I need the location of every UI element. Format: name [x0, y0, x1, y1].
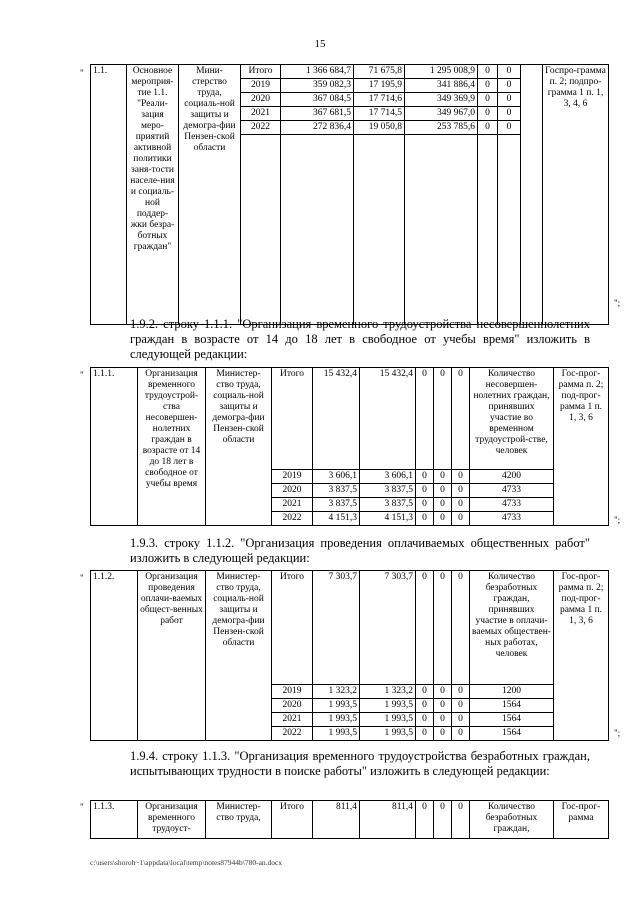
regional-cell: 1 993,5 [360, 727, 416, 741]
period-cell: 2021 [241, 107, 281, 121]
period-cell: 2019 [241, 79, 281, 93]
empty-cell [521, 65, 543, 325]
period-cell: 2021 [272, 498, 313, 512]
empty-cell [498, 135, 521, 325]
zero-cell: 0 [498, 93, 521, 107]
period-cell: 2022 [241, 121, 281, 135]
quote-open-4: " [80, 802, 84, 812]
zero-cell: 0 [452, 727, 470, 741]
total-cell: 272 836,4 [281, 121, 354, 135]
regional-cell: 811,4 [360, 801, 416, 839]
total-cell: 3 837,5 [313, 498, 360, 512]
zero-cell: 0 [434, 368, 452, 470]
zero-cell: 0 [434, 512, 452, 526]
zero-cell: 0 [452, 801, 470, 839]
regional-cell: 4 151,3 [360, 512, 416, 526]
event-name: Организация проведения оплачи-ваемых общест-венных работ [138, 571, 206, 741]
period-cell: Итого [241, 65, 281, 79]
period-cell: Итого [272, 368, 313, 470]
zero-cell: 0 [416, 685, 434, 699]
total-cell: 1 993,5 [313, 713, 360, 727]
executor: Мини-стерство труда, социаль-ной защиты и демогра-фии Пензен-ской области [179, 65, 241, 325]
regional-cell: 71 675,8 [354, 65, 405, 79]
total-cell: 3 606,1 [313, 470, 360, 484]
zero-cell: 0 [416, 498, 434, 512]
total-cell: 1 993,5 [313, 727, 360, 741]
table-row-1-1-3 [90, 800, 609, 839]
regional-cell: 3 837,5 [360, 484, 416, 498]
zero-cell: 0 [434, 685, 452, 699]
federal-cell: 1 295 008,9 [405, 65, 478, 79]
total-cell: 1 993,5 [313, 699, 360, 713]
regional-cell: 1 993,5 [360, 699, 416, 713]
zero-cell: 0 [478, 107, 498, 121]
regional-cell: 1 323,2 [360, 685, 416, 699]
zero-cell: 0 [452, 685, 470, 699]
regional-cell: 15 432,4 [360, 368, 416, 470]
total-cell: 811,4 [313, 801, 360, 839]
zero-cell: 0 [416, 699, 434, 713]
period-cell: 2021 [272, 713, 313, 727]
program-ref: Гос-прог-рамма [554, 801, 609, 839]
period-cell: 2020 [241, 93, 281, 107]
zero-cell: 0 [434, 801, 452, 839]
total-cell: 7 303,7 [313, 571, 360, 685]
zero-cell: 0 [452, 368, 470, 470]
total-cell: 1 366 684,7 [281, 65, 354, 79]
zero-cell: 0 [478, 93, 498, 107]
table-row-1-1-2 [90, 570, 609, 741]
zero-cell: 0 [478, 121, 498, 135]
quote-close-2: "; [614, 515, 621, 525]
zero-cell: 0 [452, 699, 470, 713]
period-cell: Итого [272, 801, 313, 839]
zero-cell: 0 [478, 79, 498, 93]
zero-cell: 0 [452, 470, 470, 484]
zero-cell: 0 [434, 484, 452, 498]
program-ref: Гос-прог-рамма п. 2; под-прог-рамма 1 п. 1, 3, 6 [554, 368, 609, 526]
empty-cell [241, 135, 281, 325]
indicator-value: 4733 [470, 484, 554, 498]
period-cell: 2020 [272, 699, 313, 713]
quote-open-2: " [80, 370, 84, 380]
total-cell: 1 323,2 [313, 685, 360, 699]
period-cell: 2020 [272, 484, 313, 498]
empty-cell [478, 135, 498, 325]
total-cell: 367 084,5 [281, 93, 354, 107]
regional-cell: 17 714,6 [354, 93, 405, 107]
federal-cell: 341 886,4 [405, 79, 478, 93]
executor: Министер-ство труда, социаль-ной защиты и демогра-фии Пензен-ской области [206, 571, 272, 741]
zero-cell: 0 [434, 498, 452, 512]
row-number: 1.1.3. [91, 801, 138, 839]
period-cell: 2019 [272, 685, 313, 699]
indicator-value: 4733 [470, 498, 554, 512]
file-path-footer: c:\users\shoroh~1\appdata\local\temp\notes87944b\780-an.docx [90, 858, 283, 867]
federal-cell: 349 369,9 [405, 93, 478, 107]
empty-cell [281, 135, 354, 325]
zero-cell: 0 [416, 368, 434, 470]
indicator-value: 1564 [470, 727, 554, 741]
event-name: Основное мероприя-тие 1.1. "Реали-зация меро-приятий активной политики заня-тости населе-ния и социаль-ной поддер-жки безра-ботных граждан" [127, 65, 179, 325]
table-row-1-1-1 [90, 367, 609, 526]
regional-cell: 3 606,1 [360, 470, 416, 484]
zero-cell: 0 [452, 512, 470, 526]
paragraph-text: 1.9.4. строку 1.1.3. "Организация временного трудоустройства безработных граждан, испытывающих трудности в поиске работы" изложить в следующей редакции: [130, 749, 590, 778]
regional-cell: 3 837,5 [360, 498, 416, 512]
executor: Министер-ство труда, [206, 801, 272, 839]
regional-cell: 7 303,7 [360, 571, 416, 685]
zero-cell: 0 [416, 801, 434, 839]
zero-cell: 0 [452, 484, 470, 498]
period-cell: 2019 [272, 470, 313, 484]
row-number: 1.1.2. [91, 571, 138, 741]
zero-cell: 0 [434, 713, 452, 727]
zero-cell: 0 [498, 79, 521, 93]
zero-cell: 0 [452, 498, 470, 512]
table-main-event [90, 64, 609, 325]
paragraph-1-9-3 [90, 536, 590, 566]
zero-cell: 0 [416, 571, 434, 685]
federal-cell: 253 785,6 [405, 121, 478, 135]
indicator-name: Количество несовершен-нолетних граждан, принявших участие во временном трудоустрой-стве, человек [470, 368, 554, 470]
program-ref: Госпро-грамма п. 2; подпро-грамма 1 п. 1, 3, 4, 6 [543, 65, 609, 325]
zero-cell: 0 [416, 512, 434, 526]
total-cell: 359 082,3 [281, 79, 354, 93]
indicator-value: 1564 [470, 699, 554, 713]
regional-cell: 1 993,5 [360, 713, 416, 727]
regional-cell: 17 195,9 [354, 79, 405, 93]
zero-cell: 0 [416, 727, 434, 741]
total-cell: 15 432,4 [313, 368, 360, 470]
zero-cell: 0 [498, 107, 521, 121]
indicator-name: Количество безработных граждан, принявших участие в оплачи-ваемых обществен-ных работах, человек [470, 571, 554, 685]
zero-cell: 0 [416, 713, 434, 727]
paragraph-1-9-4 [90, 749, 590, 779]
federal-cell: 349 967,0 [405, 107, 478, 121]
quote-open-1: " [80, 68, 84, 78]
zero-cell: 0 [434, 470, 452, 484]
event-name: Организация временного трудоуст- [138, 801, 206, 839]
row-number: 1.1.1. [91, 368, 138, 526]
zero-cell: 0 [416, 470, 434, 484]
zero-cell: 0 [452, 713, 470, 727]
indicator-value: 4200 [470, 470, 554, 484]
paragraph-text: 1.9.2. строку 1.1.1. "Организация временного трудоустройства несовершеннолетних граждан в возрасте от 14 до 18 лет в свободное от учебы время" изложить в следующей редакции: [130, 317, 590, 361]
program-ref: Гос-прог-рамма п. 2; под-прог-рамма 1 п. 1, 3, 6 [554, 571, 609, 741]
zero-cell: 0 [416, 484, 434, 498]
zero-cell: 0 [434, 571, 452, 685]
executor: Министер-ство труда, социаль-ной защиты и демогра-фии Пензен-ской области [206, 368, 272, 526]
zero-cell: 0 [498, 65, 521, 79]
page-number: 15 [314, 38, 326, 50]
indicator-name: Количество безработных граждан, [470, 801, 554, 839]
period-cell: 2022 [272, 512, 313, 526]
event-name: Организация временного трудоустрой-ства несовершен-нолетних граждан в возрасте от 14 до 18 лет в свободное от учебы время [138, 368, 206, 526]
zero-cell: 0 [434, 699, 452, 713]
indicator-value: 1200 [470, 685, 554, 699]
total-cell: 367 681,5 [281, 107, 354, 121]
quote-close-3: "; [614, 728, 621, 738]
indicator-value: 4733 [470, 512, 554, 526]
paragraph-text: 1.9.3. строку 1.1.2. "Организация проведения оплачиваемых общественных работ" изложить в следующей редакции: [130, 536, 590, 565]
zero-cell: 0 [452, 571, 470, 685]
regional-cell: 19 050,8 [354, 121, 405, 135]
paragraph-1-9-2 [90, 317, 590, 362]
zero-cell: 0 [478, 65, 498, 79]
indicator-value: 1564 [470, 713, 554, 727]
period-cell: Итого [272, 571, 313, 685]
regional-cell: 17 714,5 [354, 107, 405, 121]
quote-close-1: "; [614, 298, 621, 308]
row-number: 1.1. [91, 65, 127, 325]
zero-cell: 0 [434, 727, 452, 741]
period-cell: 2022 [272, 727, 313, 741]
total-cell: 3 837,5 [313, 484, 360, 498]
empty-cell [405, 135, 478, 325]
total-cell: 4 151,3 [313, 512, 360, 526]
quote-open-3: " [80, 573, 84, 583]
zero-cell: 0 [498, 121, 521, 135]
empty-cell [354, 135, 405, 325]
